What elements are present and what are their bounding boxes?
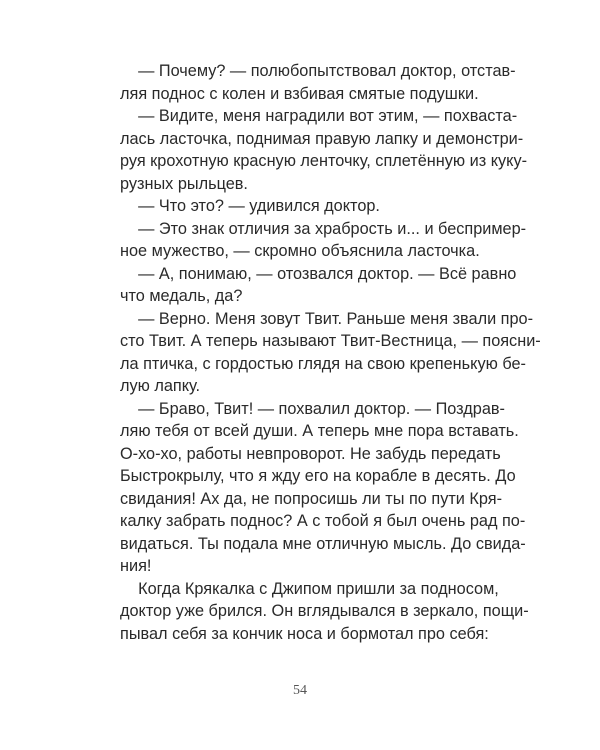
paragraph <box>120 578 529 646</box>
paragraph <box>120 195 484 218</box>
text-line: — Это знак отличия за храбрость и... и беспример- <box>120 219 527 238</box>
text-line: рузных рыльцев. <box>120 174 248 193</box>
text-line: свидания! Ах да, не попросишь ли ты по пути Кря- <box>120 489 503 508</box>
paragraph <box>120 105 528 195</box>
text-line: лась ласточка, поднимая правую лапку и демонстри- <box>120 129 524 148</box>
text-line: ное мужество, — скромно объяснила ласточка. <box>120 242 480 260</box>
text-line: сто Твит. А теперь называют Твит-Вестница, — поясни- <box>120 332 541 350</box>
text-line: лую лапку. <box>120 377 201 395</box>
text-line: ляя поднос с колен и взбивая смятые подушки. <box>120 84 479 103</box>
text-line: — А, понимаю, — отозвался доктор. — Всё равно <box>120 264 517 283</box>
paragraph <box>120 398 526 578</box>
paragraph <box>120 60 516 105</box>
text-line: руя крохотную красную ленточку, сплетённую из куку- <box>120 152 528 170</box>
text-line: ла птичка, с гордостью глядя на свою крепенькую бе- <box>120 354 526 373</box>
page-number: 54 <box>293 683 307 698</box>
text-line: — Видите, меня наградили вот этим, — похваста- <box>120 107 518 125</box>
text-line: — Почему? — полюбопытствовал доктор, отстав- <box>120 62 516 80</box>
text-line: доктор уже брился. Он вглядывался в зеркало, пощи- <box>120 602 529 620</box>
paragraph <box>120 218 527 263</box>
text-line: О-хо-хо, работы невпроворот. Не забудь передать <box>120 444 501 463</box>
text-line: пывал себя за кончик носа и бормотал про себя: <box>120 624 489 643</box>
text-line: калку забрать поднос? А с тобой я был очень рад по- <box>120 512 526 530</box>
text-line: Быстрокрылу, что я жду его на корабле в десять. До <box>120 467 516 485</box>
paragraph <box>120 263 517 308</box>
text-line: — Верно. Меня зовут Твит. Раньше меня звали про- <box>120 309 534 328</box>
text-line: что медаль, да? <box>120 287 243 305</box>
text-line: — Что это? — удивился доктор. <box>120 197 380 215</box>
body-text <box>120 60 541 645</box>
text-line: видаться. Ты подала мне отличную мысль. До свида- <box>120 534 526 553</box>
text-line: Когда Крякалка с Джипом пришли за подносом, <box>120 579 499 598</box>
text-line: ния! <box>120 557 152 575</box>
text-line: ляю тебя от всей души. А теперь мне пора вставать. <box>120 422 519 440</box>
text-line: — Браво, Твит! — похвалил доктор. — Поздрав- <box>120 399 505 418</box>
paragraph <box>120 308 541 398</box>
